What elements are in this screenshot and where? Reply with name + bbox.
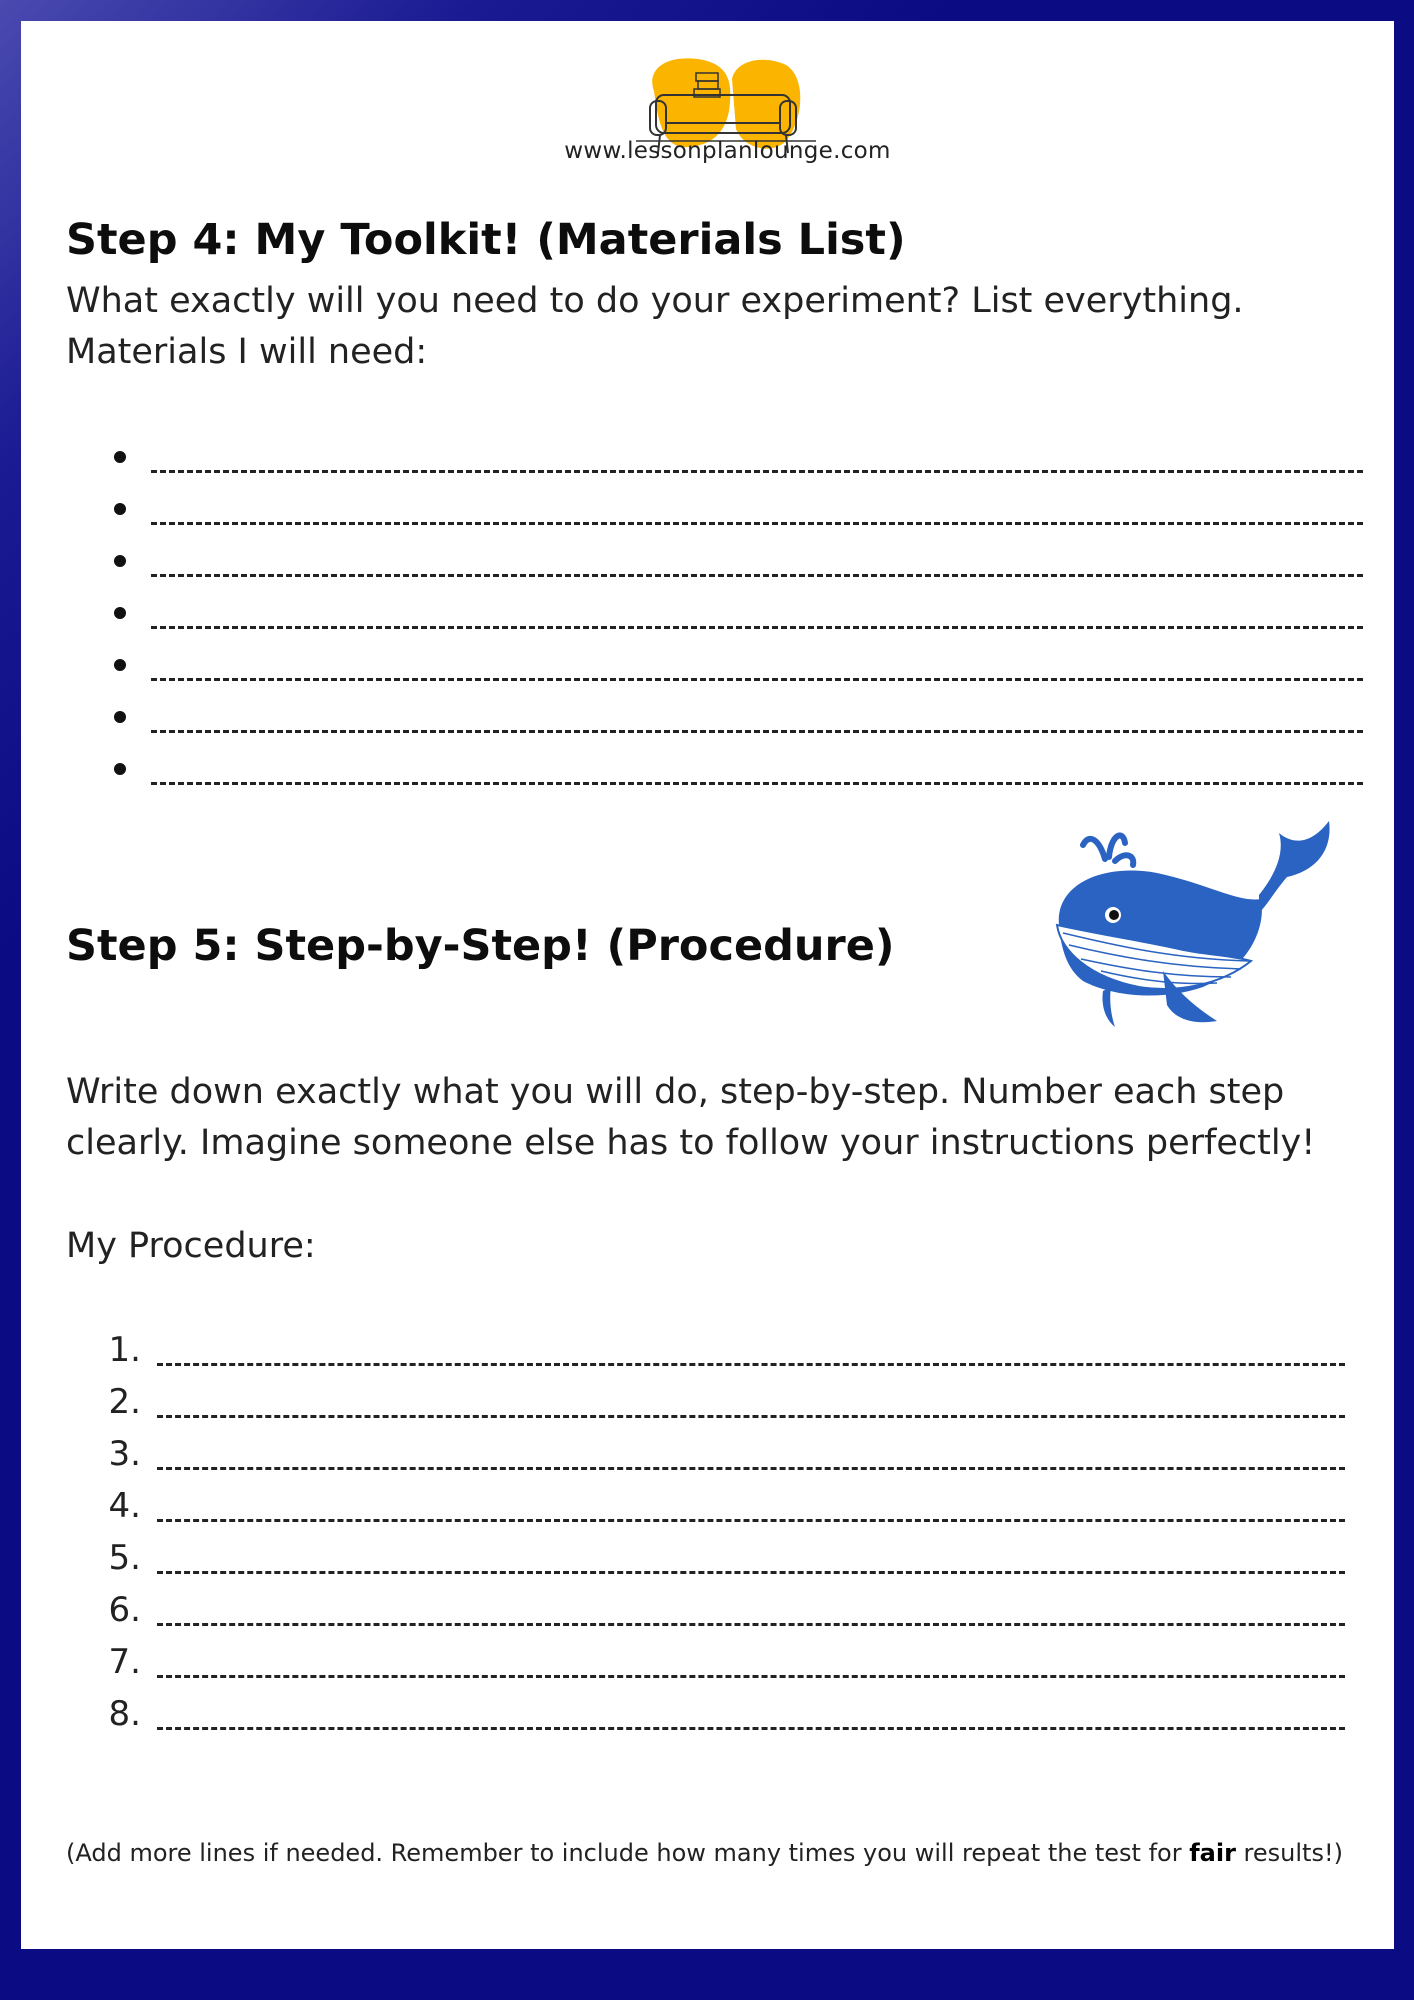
bullet-icon [114, 659, 126, 671]
footnote [66, 1839, 1343, 1867]
procedure-step-row [66, 1324, 1366, 1376]
material-blank-line[interactable] [151, 678, 1363, 681]
materials-blank-row [66, 639, 1366, 691]
procedure-step-row [66, 1636, 1366, 1688]
bullet-icon [114, 763, 126, 775]
step4-prompt: What exactly will you need to do your experiment? List everything. [66, 281, 1244, 321]
material-blank-line[interactable] [151, 574, 1363, 577]
bullet-icon [114, 607, 126, 619]
step4-heading: Step 4: My Toolkit! (Materials List) [66, 215, 906, 265]
site-url[interactable]: www.lessonplanlounge.com [564, 138, 891, 164]
step-number: 5. [108, 1538, 141, 1578]
step4-materials-label: Materials I will need: [66, 332, 428, 372]
procedure-list [66, 1324, 1366, 1740]
step-number: 1. [108, 1330, 141, 1370]
step-number: 6. [108, 1590, 141, 1630]
bullet-icon [114, 555, 126, 567]
bullet-icon [114, 711, 126, 723]
footnote-text: (Add more lines if needed. Remember to include how many times you will repeat the test for [66, 1839, 1190, 1867]
procedure-step-row [66, 1480, 1366, 1532]
step-number: 2. [108, 1382, 141, 1422]
step5-instructions: Write down exactly what you will do, step-by-step. Number each step clearly. Imagine someone else has to follow your instructions perfectly! [66, 1072, 1316, 1163]
footnote-bold-word: fair [1189, 1839, 1236, 1867]
materials-blank-row [66, 691, 1366, 743]
procedure-blank-line[interactable] [157, 1363, 1345, 1366]
bullet-icon [114, 451, 126, 463]
footnote-end: results!) [1235, 1839, 1343, 1867]
materials-list [66, 431, 1366, 795]
material-blank-line[interactable] [151, 522, 1363, 525]
worksheet-page [21, 21, 1394, 1949]
step-number: 3. [108, 1434, 141, 1474]
procedure-blank-line[interactable] [157, 1467, 1345, 1470]
material-blank-line[interactable] [151, 470, 1363, 473]
whale-illustration [1053, 821, 1333, 1029]
procedure-blank-line[interactable] [157, 1571, 1345, 1574]
step5-heading: Step 5: Step-by-Step! (Procedure) [66, 921, 895, 971]
procedure-blank-line[interactable] [157, 1623, 1345, 1626]
procedure-step-row [66, 1688, 1366, 1740]
materials-blank-row [66, 743, 1366, 795]
step-number: 8. [108, 1694, 141, 1734]
procedure-step-row [66, 1532, 1366, 1584]
step5-procedure-label: My Procedure: [66, 1226, 316, 1266]
step-number: 7. [108, 1642, 141, 1682]
material-blank-line[interactable] [151, 730, 1363, 733]
material-blank-line[interactable] [151, 626, 1363, 629]
materials-blank-row [66, 587, 1366, 639]
step-number: 4. [108, 1486, 141, 1526]
procedure-step-row [66, 1584, 1366, 1636]
procedure-blank-line[interactable] [157, 1415, 1345, 1418]
procedure-step-row [66, 1428, 1366, 1480]
materials-blank-row [66, 431, 1366, 483]
materials-blank-row [66, 483, 1366, 535]
procedure-blank-line[interactable] [157, 1675, 1345, 1678]
bullet-icon [114, 503, 126, 515]
procedure-blank-line[interactable] [157, 1727, 1345, 1730]
materials-blank-row [66, 535, 1366, 587]
material-blank-line[interactable] [151, 782, 1363, 785]
procedure-blank-line[interactable] [157, 1519, 1345, 1522]
procedure-step-row [66, 1376, 1366, 1428]
